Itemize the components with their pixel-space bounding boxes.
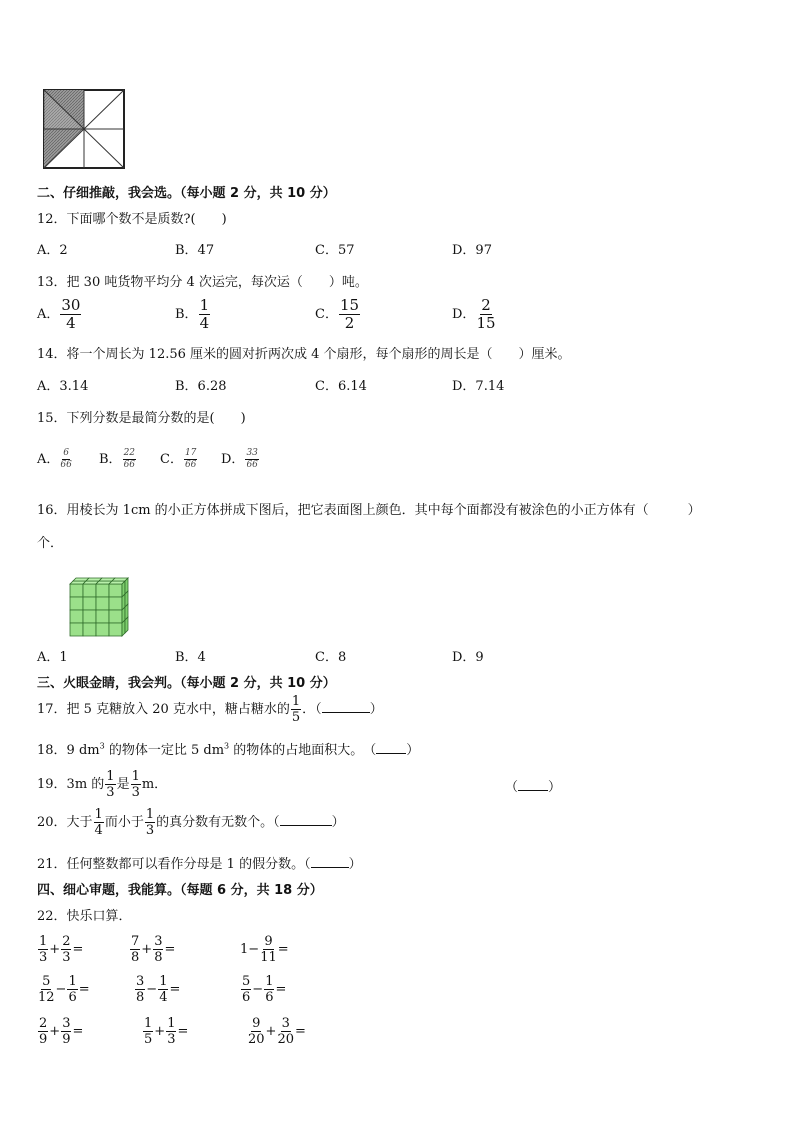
q14-option-b: B．6.28 [175, 379, 227, 394]
answer-blank-19[interactable] [518, 778, 548, 791]
q15-option-b: B． $\frac{22}{66}$ [99, 448, 136, 470]
calc-r1-c2: $\frac{7}{8}$ + $\frac{3}{8}$ = [131, 934, 176, 965]
section-4-heading: 四、细心审题，我能算。（每题 6 分，共 18 分） [37, 883, 323, 898]
question-18: 18．9 $dm^3$ 的物体一定比 5 $dm^3$ 的物体的占地面积大。 （ ） [37, 741, 420, 758]
question-12-stem: 12．下面哪个数不是质数?( ) [37, 212, 227, 227]
q12-option-a: A．2 [37, 243, 68, 258]
answer-blank-21[interactable] [311, 855, 349, 868]
answer-blank-20[interactable] [280, 813, 332, 826]
calc-r2-c3: $\frac{5}{6}$ − $\frac{1}{6}$ = [242, 974, 287, 1005]
calc-r2-c1: $\frac{5}{12}$ − $\frac{1}{6}$ = [38, 974, 90, 1005]
question-17: 17．把 5 克糖放入 20 克水中，糖占糖水的 $\frac{1}{5}$ ．（ ） [37, 694, 383, 725]
question-19: 19．3m 的 $\frac{1}{3}$ 是 $\frac{1}{3}$ m． [37, 769, 168, 800]
calc-r1-c3: 1− $\frac{9}{11}$ = [240, 934, 289, 965]
q15-option-d: D． $\frac{33}{66}$ [221, 448, 258, 470]
q12-option-d: D．97 [452, 243, 492, 258]
question-22-stem: 22．快乐口算． [37, 909, 132, 924]
q15-option-a: A． $\frac{6}{66}$ [37, 448, 72, 470]
question-14-stem: 14．将一个周长为 12.56 厘米的圆对折两次成 4 个扇形，每个扇形的周长是（ ）厘米。 [37, 347, 571, 362]
calc-r1-c1: $\frac{1}{3}$ + $\frac{2}{3}$ = [39, 934, 84, 965]
question-16-stem: 16．用棱长为 1cm 的小正方体拼成下图后，把它表面图上颜色．其中每个面都没有被涂色的小正方体有（ ） [37, 503, 701, 518]
question-16-stem-cont: 个． [37, 536, 64, 551]
question-19-answer: （ ） [505, 780, 562, 795]
question-13-stem: 13．把 30 吨货物平均分 4 次运完，每次运（ ）吨。 [37, 275, 368, 290]
calc-r3-c3: $\frac{9}{20}$ + $\frac{3}{20}$ = [248, 1016, 306, 1047]
answer-blank-18[interactable] [376, 741, 406, 754]
q16-option-b: B．4 [175, 650, 206, 665]
q13-option-a: A． $\frac{30}{4}$ [37, 296, 81, 332]
q16-option-a: A．1 [37, 650, 68, 665]
q12-option-c: C．57 [315, 243, 355, 258]
question-15-stem: 15．下列分数是最简分数的是( ) [37, 411, 246, 426]
answer-blank-17[interactable] [322, 700, 370, 713]
q13-option-c: C． $\frac{15}{2}$ [315, 296, 360, 332]
cube-figure [68, 570, 140, 638]
section-3-heading: 三、火眼金睛，我会判。（每小题 2 分，共 10 分） [37, 676, 336, 691]
q14-option-c: C．6.14 [315, 379, 367, 394]
section-2-heading: 二、仔细推敲，我会选。（每小题 2 分，共 10 分） [37, 186, 336, 201]
q16-option-d: D．9 [452, 650, 484, 665]
calc-r3-c2: $\frac{1}{5}$ + $\frac{1}{3}$ = [144, 1016, 189, 1047]
question-21: 21．任何整数都可以看作分母是 1 的假分数。（ ） [37, 857, 362, 872]
question-20: 20．大于 $\frac{1}{4}$ 而小于 $\frac{1}{3}$ 的真分数有无数个。（ ） [37, 807, 345, 838]
q12-option-b: B．47 [175, 243, 215, 258]
q16-option-c: C．8 [315, 650, 347, 665]
q13-option-d: D． $\frac{2}{15}$ [452, 296, 496, 332]
calc-r2-c2: $\frac{3}{8}$ − $\frac{1}{4}$ = [136, 974, 181, 1005]
calc-r3-c1: $\frac{2}{9}$ + $\frac{3}{9}$ = [39, 1016, 84, 1047]
shaded-square-figure [42, 88, 128, 170]
q14-option-d: D．7.14 [452, 379, 505, 394]
q14-option-a: A．3.14 [37, 379, 89, 394]
q13-option-b: B． $\frac{1}{4}$ [175, 296, 210, 332]
q15-option-c: C． $\frac{17}{66}$ [160, 448, 197, 470]
